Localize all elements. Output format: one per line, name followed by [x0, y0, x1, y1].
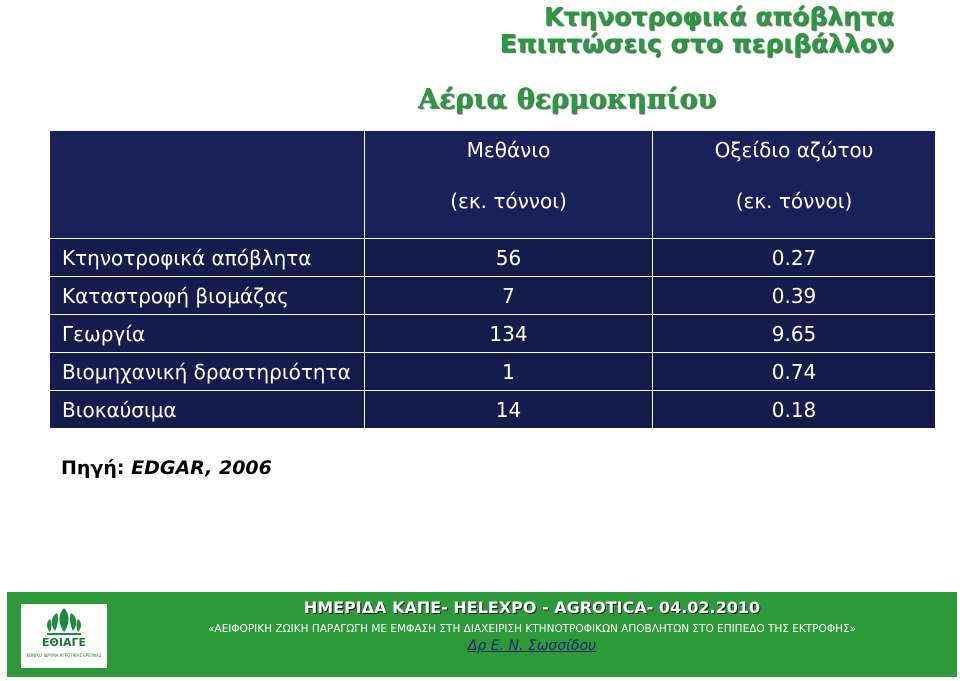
row-label: Κτηνοτροφικά απόβλητα	[50, 239, 365, 277]
table-row	[50, 277, 936, 315]
n2o-value: 9.65	[653, 315, 936, 353]
footer-banner	[7, 592, 957, 677]
n2o-value: 0.39	[653, 277, 936, 315]
methane-value: 56	[365, 239, 653, 277]
event-subtitle: «ΑΕΙΦΟΡΙΚΗ ΖΩΙΚΗ ΠΑΡΑΓΩΓΗ ΜΕ ΕΜΦΑΣΗ ΣΤΗ ΔΙΑΧΕΙΡΙΣΗ ΚΤΗΝΟΤΡΟΦΙΚΩΝ ΑΠΟΒΛΗΤΩΝ ΣΤΟ ΕΠΙΠΕΔΟ ΤΗΣ ΕΚΤΡΟΦΗΣ»	[207, 623, 857, 635]
logo-subtitle: ΕΘΝΙΚΟ ΙΔΡΥΜΑ ΑΓΡΟΤΙΚΗΣ ΕΡΕΥΝΑΣ	[26, 653, 102, 658]
row-label: Βιομηχανική δραστηριότητα	[50, 353, 365, 391]
slide-title-line2: Επιπτώσεις στο περιβάλλον	[499, 29, 894, 58]
header-methane-name: Μεθάνιο	[466, 138, 551, 162]
row-label: Καταστροφή βιομάζας	[50, 277, 365, 315]
header-n2o	[653, 131, 936, 239]
source-label: Πηγή:	[61, 457, 125, 479]
table-row	[50, 353, 936, 391]
row-label: Γεωργία	[50, 315, 365, 353]
methane-value: 134	[365, 315, 653, 353]
slide-title-line1: Κτηνοτροφικά απόβλητα	[543, 2, 894, 31]
header-empty-cell	[50, 131, 365, 239]
table-row	[50, 315, 936, 353]
author-name: Δρ Ε. Ν. Σωσσίδου	[467, 638, 597, 654]
n2o-value: 0.74	[653, 353, 936, 391]
table-header-row	[50, 131, 936, 239]
methane-value: 7	[365, 277, 653, 315]
row-label: Βιοκαύσιμα	[50, 391, 365, 429]
header-methane-unit: (εκ. τόννοι)	[450, 189, 567, 213]
header-n2o-unit: (εκ. τόννοι)	[735, 189, 853, 213]
logo-name: ΕΘΙΑΓΕ	[42, 636, 86, 649]
table-row	[50, 239, 936, 277]
slide-subtitle: Αέρια θερμοκηπίου	[417, 84, 717, 115]
source-value: EDGAR, 2006	[131, 457, 272, 479]
source-note	[61, 457, 272, 479]
header-n2o-name: Οξείδιο αζώτου	[714, 138, 874, 162]
ethiage-logo	[21, 604, 107, 668]
table-row	[50, 391, 936, 429]
event-title: ΗΜΕΡΙΔΑ ΚΑΠΕ- HELEXPO - AGROTICA- 04.02.2010	[303, 598, 761, 617]
n2o-value: 0.18	[653, 391, 936, 429]
emissions-table	[49, 130, 936, 429]
leaf-emblem-icon	[21, 604, 107, 638]
n2o-value: 0.27	[653, 239, 936, 277]
methane-value: 14	[365, 391, 653, 429]
methane-value: 1	[365, 353, 653, 391]
header-methane	[365, 131, 653, 239]
